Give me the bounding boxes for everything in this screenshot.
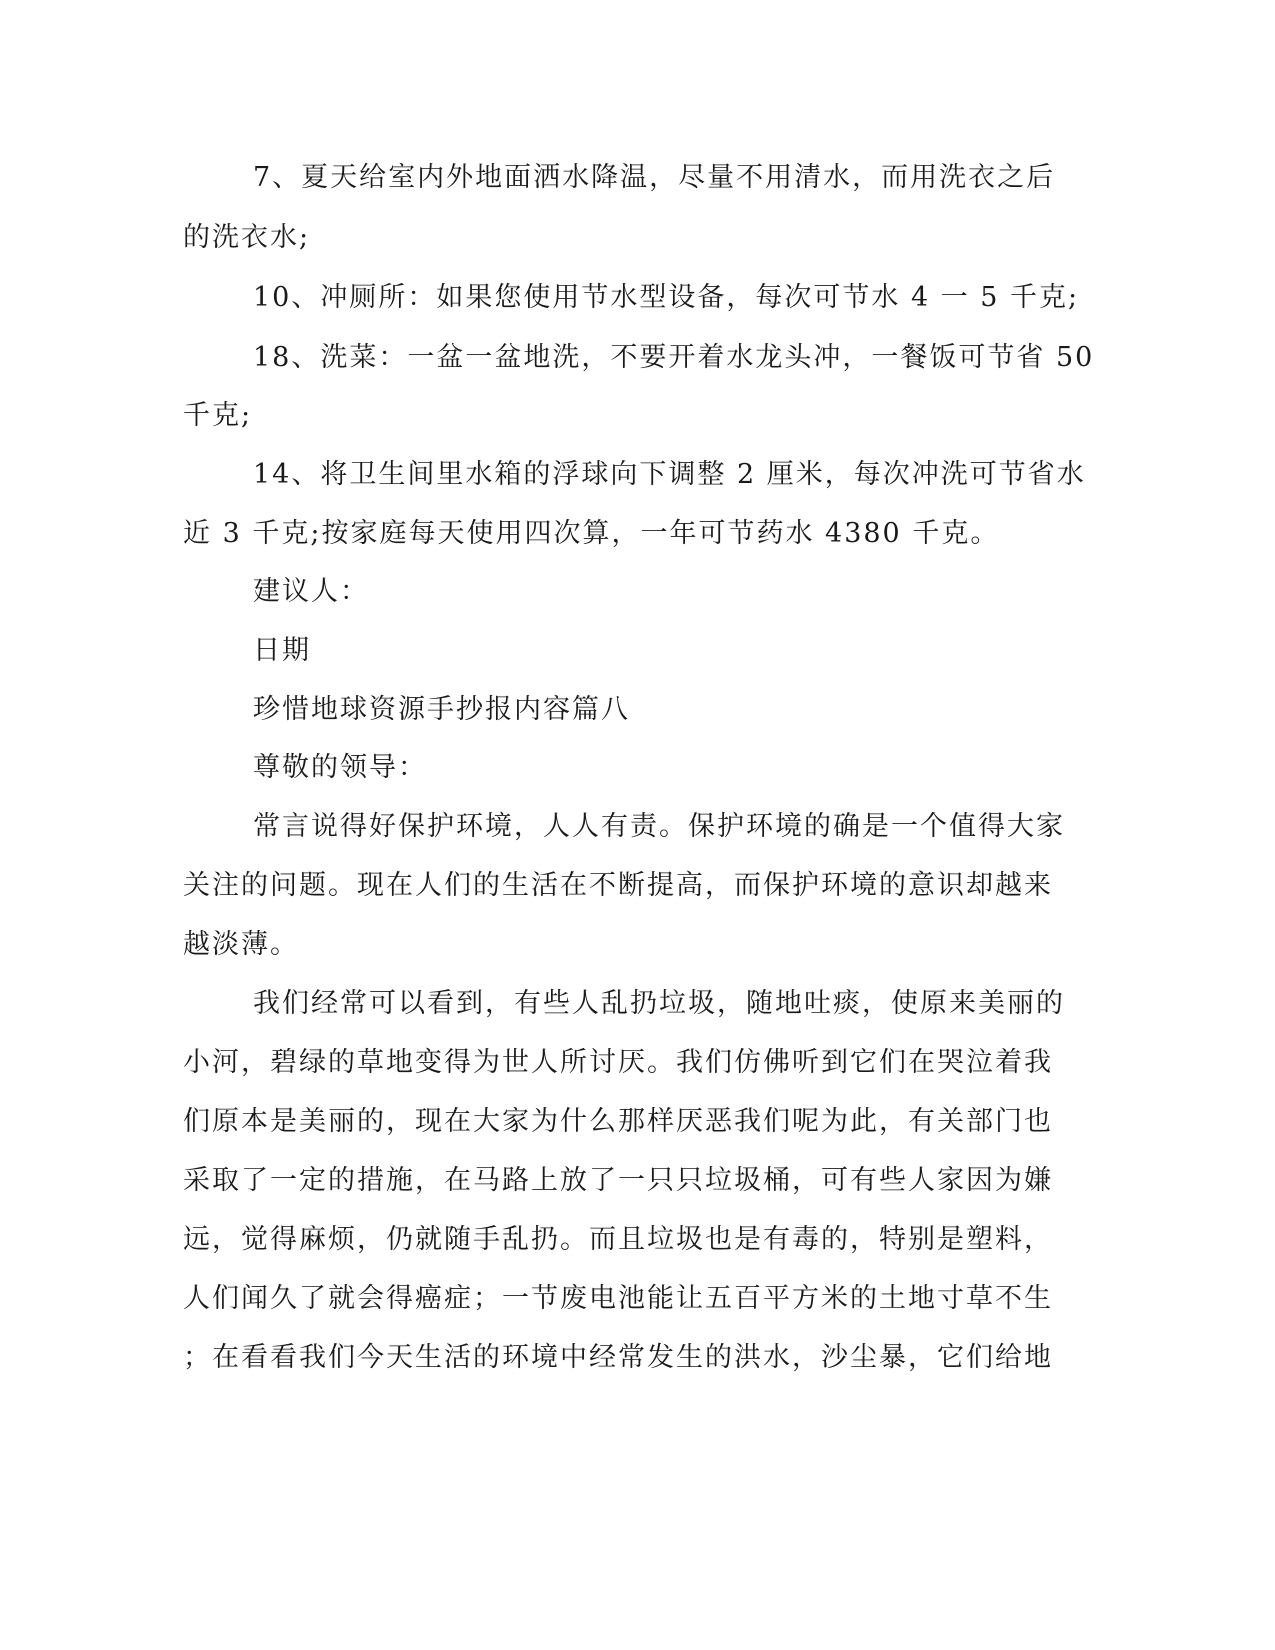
text-line: 小河，碧绿的草地变得为世人所讨厌。我们仿佛听到它们在哭泣着我	[183, 1047, 1053, 1078]
text-line: 人们闻久了就会得癌症；一节废电池能让五百平方米的土地寸草不生	[183, 1283, 1053, 1314]
text-line: 日期	[253, 635, 311, 666]
text-line: 建议人：	[253, 576, 369, 607]
text-line: 千克;	[183, 400, 253, 431]
text-line: 10、冲厕所：如果您使用节水型设备，每次可节水 4 一 5 千克;	[253, 282, 1080, 313]
text-line: 14、将卫生间里水箱的浮球向下调整 2 厘米，每次冲洗可节省水	[253, 459, 1086, 490]
text-line: 采取了一定的措施，在马路上放了一只只垃圾桶，可有些人家因为嫌	[183, 1165, 1053, 1196]
text-line: 18、洗菜：一盆一盆地洗，不要开着水龙头冲，一餐饭可节省 50	[253, 342, 1095, 373]
text-line: 关注的问题。现在人们的生活在不断提高，而保护环境的意识却越来	[183, 870, 1053, 901]
text-line: 们原本是美丽的，现在大家为什么那样厌恶我们呢为此，有关部门也	[183, 1106, 1053, 1137]
text-line: 我们经常可以看到，有些人乱扔垃圾，随地吐痰，使原来美丽的	[253, 988, 1065, 1019]
text-line: 近 3 千克;按家庭每天使用四次算，一年可节药水 4380 千克。	[183, 518, 1000, 549]
text-line: 常言说得好保护环境，人人有责。保护环境的确是一个值得大家	[253, 811, 1065, 842]
text-line: ；在看看我们今天生活的环境中经常发生的洪水，沙尘暴，它们给地	[183, 1342, 1053, 1373]
section-heading: 珍惜地球资源手抄报内容篇八	[253, 694, 630, 725]
text-line: 7、夏天给室内外地面洒水降温，尽量不用清水，而用洗衣之后	[253, 162, 1056, 193]
text-line: 的洗衣水;	[183, 222, 311, 253]
text-line: 越淡薄。	[183, 929, 299, 960]
text-line: 远，觉得麻烦，仍就随手乱扔。而且垃圾也是有毒的，特别是塑料，	[183, 1224, 1053, 1255]
salutation: 尊敬的领导：	[253, 752, 427, 783]
